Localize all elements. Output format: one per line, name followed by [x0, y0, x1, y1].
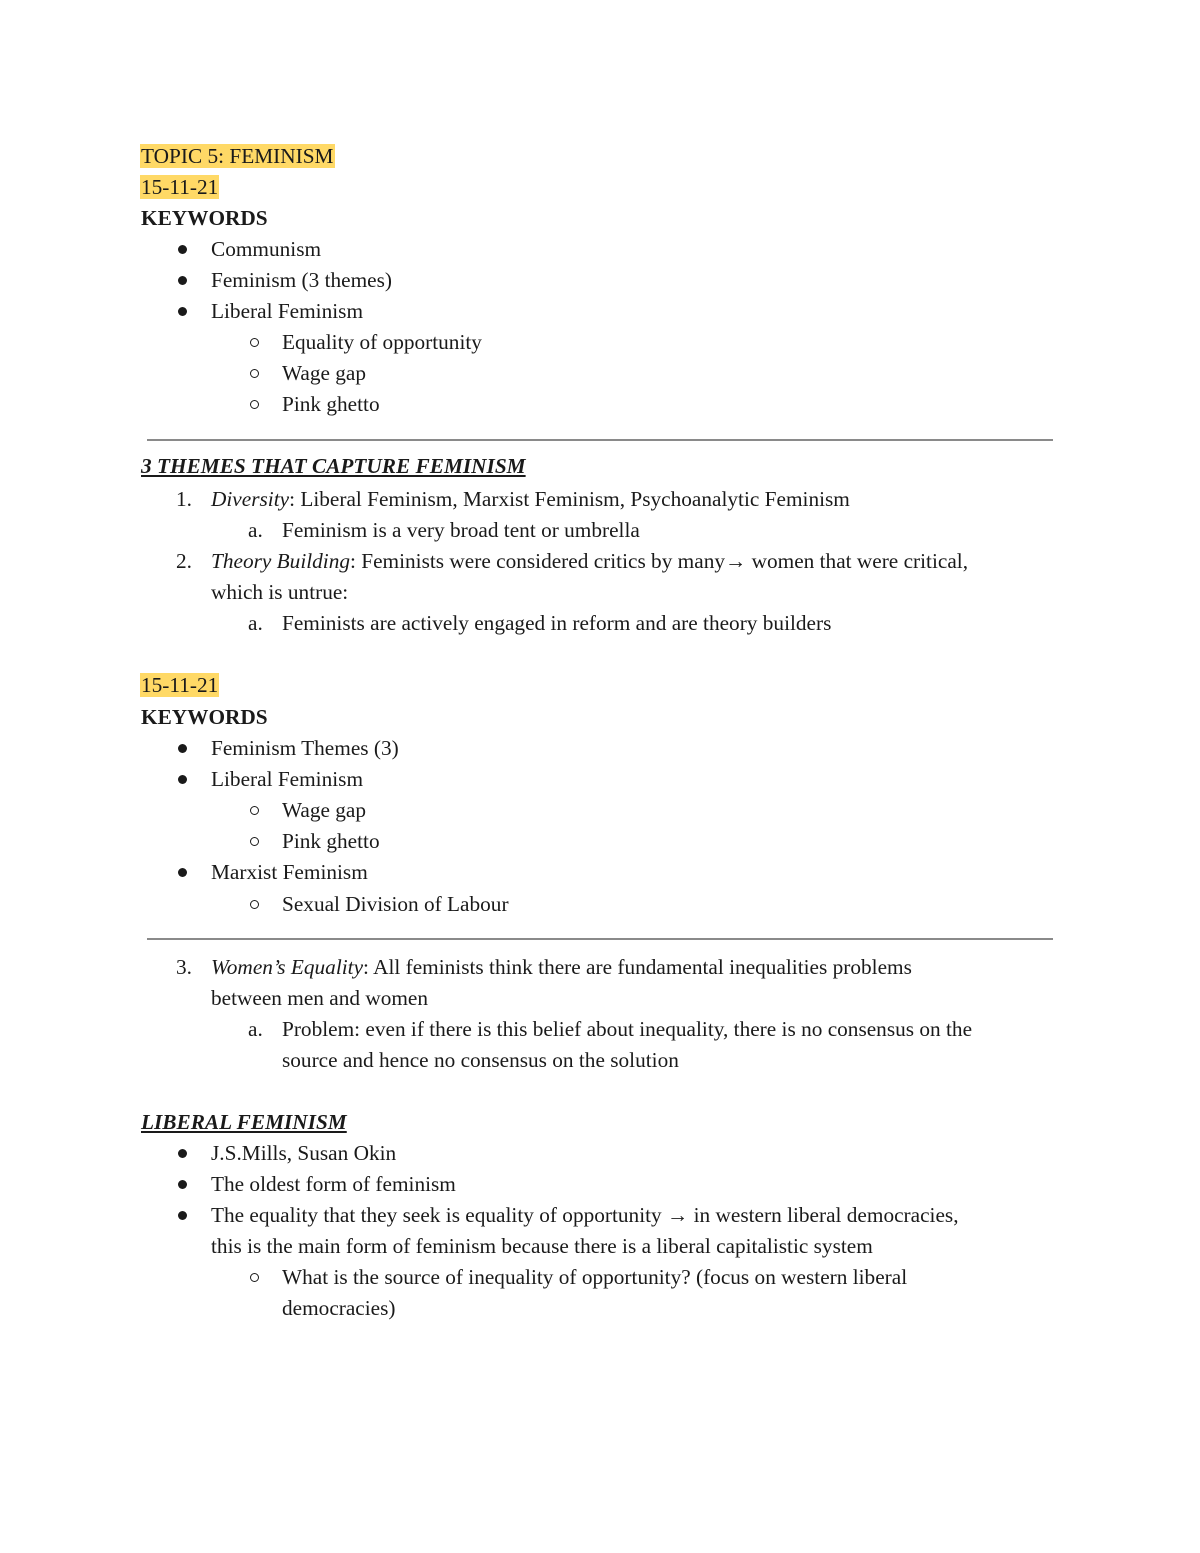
bullet-icon	[178, 276, 187, 285]
list-number: 2.	[176, 549, 192, 573]
keyword-subitem: Wage gap	[282, 361, 367, 385]
liberal-heading: LIBERAL FEMINISM	[141, 1110, 347, 1134]
list-letter: a.	[248, 518, 263, 542]
theme-3-line	[211, 952, 912, 983]
sub-bullet-icon	[250, 1273, 259, 1282]
theme-3-sub: Problem: even if there is this belief about inequality, there is no consensus on the	[282, 1017, 973, 1041]
horizontal-rule	[147, 439, 1053, 441]
keyword-subitem: Pink ghetto	[282, 392, 380, 416]
theme-3-text: : All feminists think there are fundamental inequalities problems	[363, 955, 912, 979]
topic-title-text: TOPIC 5: FEMINISM	[141, 144, 334, 168]
bullet-icon	[178, 1211, 187, 1220]
theme-2-line-2: which is untrue:	[211, 580, 349, 604]
horizontal-rule	[147, 938, 1053, 940]
theme-2-term: Theory Building	[211, 549, 351, 573]
liberal-point-continued: this is the main form of feminism because there is a liberal capitalistic system	[211, 1234, 873, 1258]
keywords-label-2: KEYWORDS	[141, 705, 268, 729]
keyword-subitem: Pink ghetto	[282, 829, 380, 853]
sub-bullet-icon	[250, 369, 259, 378]
liberal-point: The oldest form of feminism	[211, 1172, 456, 1196]
keyword-item: Communism	[211, 237, 322, 261]
bullet-icon	[178, 744, 187, 753]
theme-1-sub: Feminism is a very broad tent or umbrella	[282, 518, 640, 542]
keyword-subitem: Sexual Division of Labour	[282, 892, 509, 916]
date-2	[140, 670, 219, 701]
date-2-text: 15-11-21	[141, 673, 219, 697]
list-letter: a.	[248, 1017, 263, 1041]
topic-title	[140, 141, 335, 172]
keyword-item: Feminism Themes (3)	[211, 736, 399, 760]
keywords-label-1: KEYWORDS	[141, 206, 268, 230]
theme-3-term: Women’s Equality	[211, 955, 364, 979]
keyword-item: Feminism (3 themes)	[211, 268, 393, 292]
sub-bullet-icon	[250, 900, 259, 909]
sub-bullet-icon	[250, 400, 259, 409]
keyword-item: Marxist Feminism	[211, 860, 368, 884]
bullet-icon	[178, 1149, 187, 1158]
keyword-subitem: Equality of opportunity	[282, 330, 482, 354]
sub-bullet-icon	[250, 837, 259, 846]
list-number: 1.	[176, 487, 192, 511]
sub-bullet-icon	[250, 806, 259, 815]
liberal-subpoint-2: democracies)	[282, 1296, 396, 1320]
keyword-item: Liberal Feminism	[211, 299, 364, 323]
themes-heading: 3 THEMES THAT CAPTURE FEMINISM	[141, 454, 526, 478]
theme-2-line	[211, 546, 968, 577]
theme-3-line-2: between men and women	[211, 986, 429, 1010]
theme-1-text: : Liberal Feminism, Marxist Feminism, Psychoanalytic Feminism	[289, 487, 850, 511]
theme-2-text: : Feminists were considered critics by many→ women that were critical,	[350, 549, 969, 573]
list-letter: a.	[248, 611, 263, 635]
date-1	[140, 172, 219, 203]
sub-bullet-icon	[250, 338, 259, 347]
theme-1-line	[211, 484, 850, 515]
liberal-subpoint: What is the source of inequality of opportunity? (focus on western liberal	[282, 1265, 908, 1289]
date-1-text: 15-11-21	[141, 175, 219, 199]
theme-1-term: Diversity	[211, 487, 290, 511]
theme-3-sub-2: source and hence no consensus on the solution	[282, 1048, 679, 1072]
theme-2-sub: Feminists are actively engaged in reform and are theory builders	[282, 611, 832, 635]
bullet-icon	[178, 1180, 187, 1189]
bullet-icon	[178, 868, 187, 877]
list-number: 3.	[176, 955, 192, 979]
liberal-point: J.S.Mills, Susan Okin	[211, 1141, 397, 1165]
bullet-icon	[178, 307, 187, 316]
liberal-point: The equality that they seek is equality of opportunity → in western liberal democracies,	[211, 1203, 959, 1227]
keyword-item: Liberal Feminism	[211, 767, 364, 791]
bullet-icon	[178, 775, 187, 784]
bullet-icon	[178, 245, 187, 254]
keyword-subitem: Wage gap	[282, 798, 367, 822]
